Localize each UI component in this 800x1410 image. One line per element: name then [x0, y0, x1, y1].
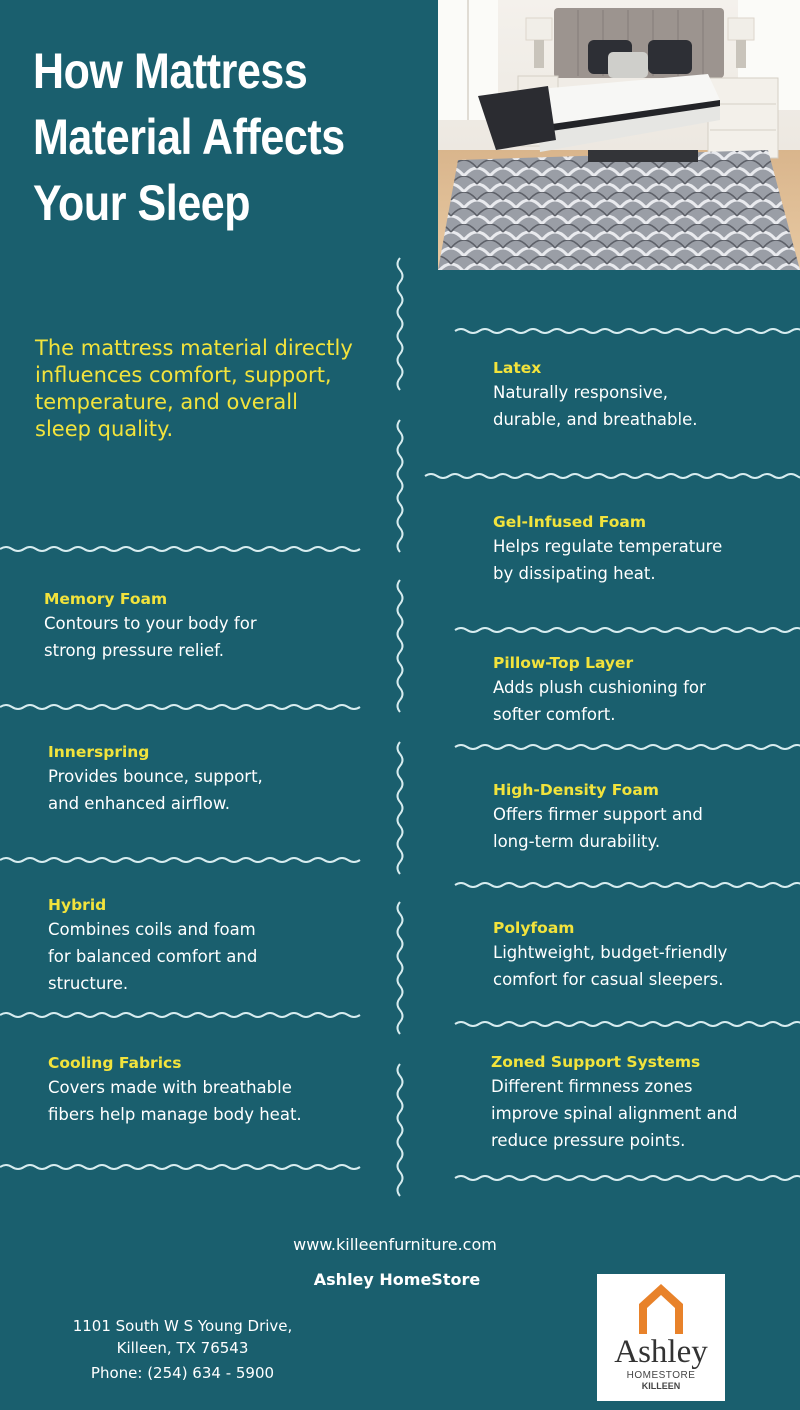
material-latex	[493, 357, 783, 433]
material-desc-line: Helps regulate temperature	[493, 537, 723, 556]
material-desc-line: improve spinal alignment and	[491, 1104, 738, 1123]
material-desc-line: durable, and breathable.	[493, 410, 698, 429]
material-memory-foam	[44, 588, 334, 664]
material-polyfoam	[493, 917, 793, 993]
horizontal-wave-divider	[0, 547, 360, 551]
horizontal-wave-divider	[455, 628, 800, 632]
material-name: Latex	[493, 359, 542, 377]
material-desc-line: comfort for casual sleepers.	[493, 970, 724, 989]
material-name: Gel-Infused Foam	[493, 513, 647, 531]
horizontal-wave-divider	[455, 883, 800, 887]
material-name: Memory Foam	[44, 590, 168, 608]
logo-line-1: HOMESTORE	[626, 1370, 696, 1381]
material-gel-infused-foam	[493, 511, 783, 587]
material-pillow-top-layer	[493, 652, 783, 728]
material-desc-line: Contours to your body for	[44, 614, 257, 633]
material-desc-line: Adds plush cushioning for	[493, 678, 706, 697]
bedroom-photo	[438, 0, 800, 270]
vertical-wave-divider	[398, 742, 403, 874]
material-name: Hybrid	[48, 896, 107, 914]
material-desc-line: strong pressure relief.	[44, 641, 225, 660]
material-name: Cooling Fabrics	[48, 1054, 182, 1072]
material-high-density-foam	[493, 779, 783, 855]
address-line-2: Killeen, TX 76543	[116, 1339, 249, 1357]
title-line: Your Sleep	[33, 175, 251, 231]
horizontal-wave-divider	[455, 1176, 800, 1180]
page-title	[33, 38, 377, 236]
material-name: Innerspring	[48, 743, 150, 761]
horizontal-wave-divider	[455, 329, 800, 333]
material-innerspring	[48, 741, 338, 817]
material-desc-line: and enhanced airflow.	[48, 794, 231, 813]
material-cooling-fabrics	[48, 1052, 348, 1128]
material-desc-line: Different firmness zones	[491, 1077, 693, 1096]
material-desc-line: Provides bounce, support,	[48, 767, 263, 786]
vertical-wave-divider	[398, 420, 403, 552]
horizontal-wave-divider	[0, 858, 360, 862]
material-desc-line: reduce pressure points.	[491, 1131, 686, 1150]
material-desc-line: structure.	[48, 974, 129, 993]
intro-text: The mattress material directly influences comfort, support, temperature, and overall sleep quality.	[35, 336, 353, 441]
horizontal-wave-divider	[0, 705, 360, 709]
logo-line-2: KILLEEN	[641, 1381, 681, 1391]
material-desc-line: Covers made with breathable	[48, 1078, 292, 1097]
vertical-wave-divider	[398, 580, 403, 712]
material-name: Pillow-Top Layer	[493, 654, 634, 672]
website-link[interactable]: www.killeenfurniture.com	[293, 1235, 497, 1254]
title-line: Material Affects	[33, 109, 345, 165]
material-desc-line: by dissipating heat.	[493, 564, 656, 583]
material-desc-line: Naturally responsive,	[493, 383, 668, 402]
store-name: Ashley HomeStore	[313, 1270, 481, 1289]
logo-brand: Ashley	[614, 1334, 708, 1370]
material-desc-line: softer comfort.	[493, 705, 616, 724]
title-line: How Mattress	[33, 43, 308, 99]
horizontal-wave-divider	[425, 474, 800, 478]
house-roof-shape	[639, 1284, 683, 1334]
horizontal-wave-divider	[0, 1013, 360, 1017]
material-name: High-Density Foam	[493, 781, 659, 799]
material-name: Zoned Support Systems	[491, 1053, 701, 1071]
horizontal-wave-divider	[455, 1022, 800, 1026]
vertical-wave-divider	[398, 1064, 403, 1196]
material-desc-line: Offers firmer support and	[493, 805, 703, 824]
material-name: Polyfoam	[493, 919, 575, 937]
material-desc-line: for balanced comfort and	[48, 947, 258, 966]
material-desc-line: Combines coils and foam	[48, 920, 256, 939]
vertical-wave-divider	[398, 258, 403, 390]
horizontal-wave-divider	[455, 745, 800, 749]
address-line-1: 1101 South W S Young Drive,	[72, 1317, 293, 1335]
material-hybrid	[48, 894, 338, 997]
material-desc-line: Lightweight, budget-friendly	[493, 943, 728, 962]
material-desc-line: fibers help manage body heat.	[48, 1105, 302, 1124]
horizontal-wave-divider	[0, 1165, 360, 1169]
vertical-wave-divider	[398, 902, 403, 1034]
material-desc-line: long-term durability.	[493, 832, 661, 851]
phone-number: Phone: (254) 634 - 5900	[90, 1364, 275, 1382]
ashley-homestore-logo[interactable]	[597, 1274, 725, 1401]
material-zoned-support-systems	[491, 1051, 791, 1154]
